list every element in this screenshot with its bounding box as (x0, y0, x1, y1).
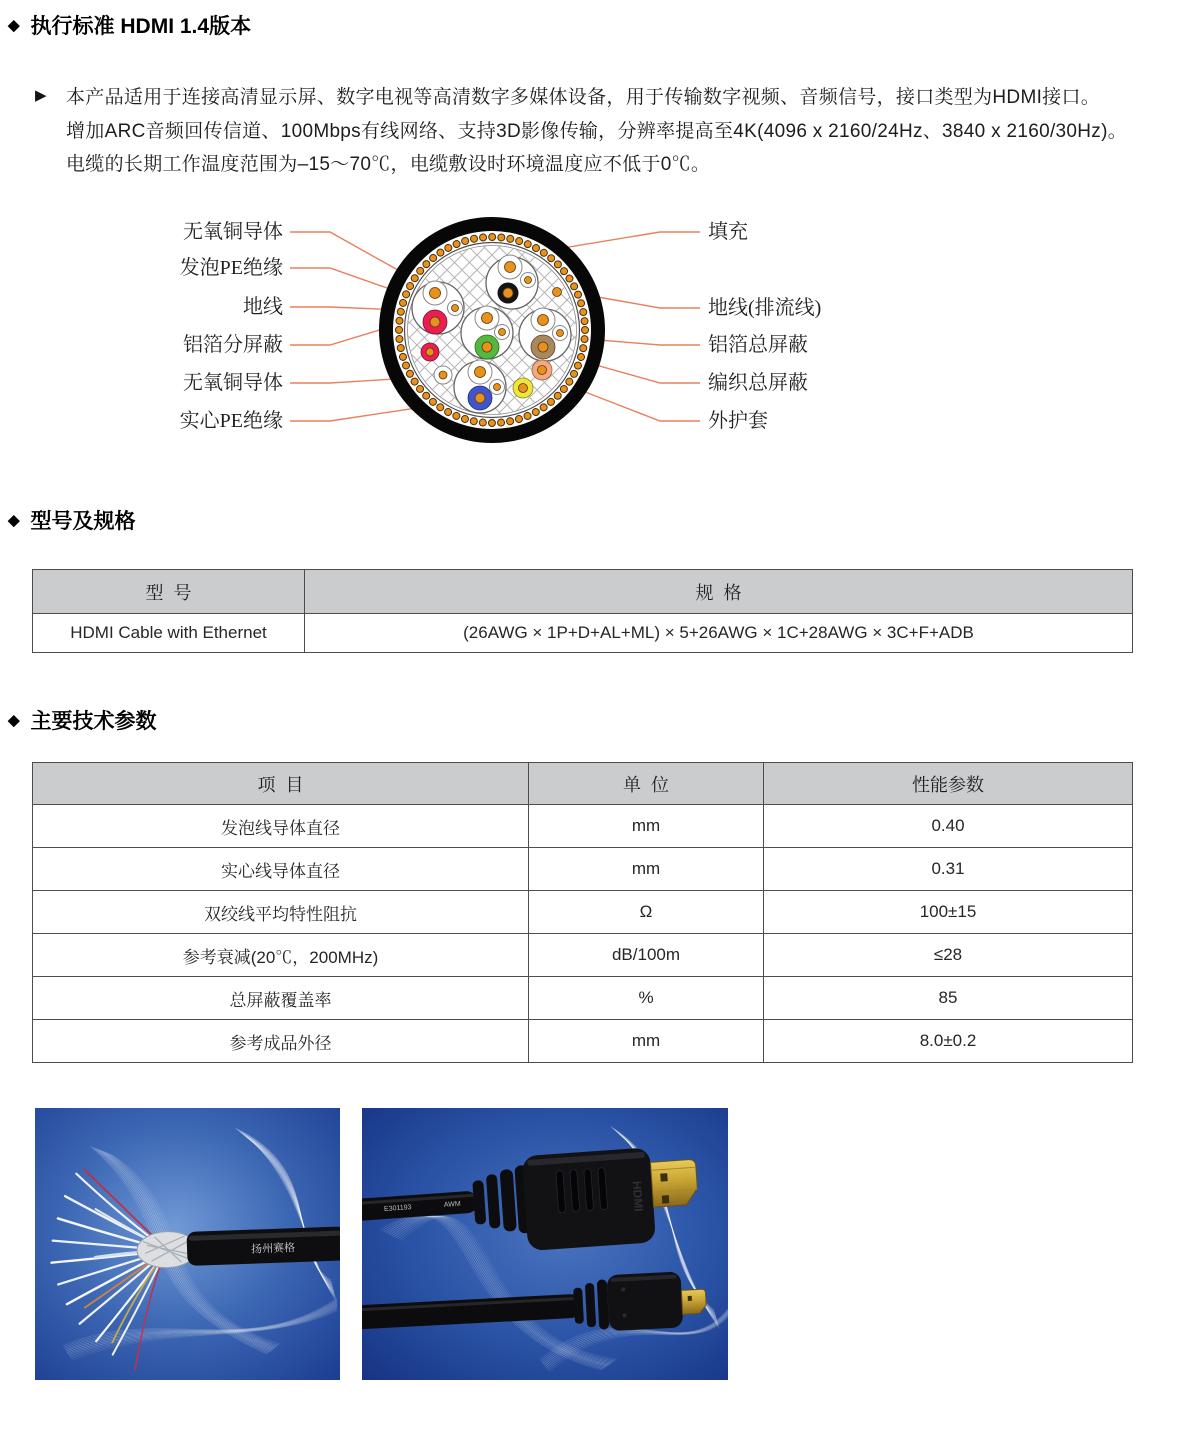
param-unit: mm (529, 805, 764, 848)
param-item: 双绞线平均特性阻抗 (33, 891, 529, 934)
param-item: 发泡线导体直径 (33, 805, 529, 848)
diamond-bullet-icon: ◆ (8, 711, 20, 729)
section-title-standard: 执行标准 HDMI 1.4版本 (30, 15, 252, 38)
list-arrow-icon: ▶ (35, 87, 47, 104)
connector-body (606, 1271, 683, 1331)
section-params-heading (8, 705, 157, 735)
param-unit: % (529, 977, 764, 1020)
section-model-heading (8, 505, 136, 535)
section-standard-heading (8, 10, 251, 40)
diagram-label-right-4: 编织总屏蔽 (708, 372, 808, 394)
connector-body (522, 1147, 656, 1251)
model-table-header-spec: 规 格 (305, 570, 1133, 614)
param-unit: mm (529, 1020, 764, 1063)
diagram-label-left-2: 发泡PE绝缘 (179, 257, 283, 279)
technical-params-table (32, 762, 1133, 1063)
cable-jacket (186, 1226, 340, 1266)
params-header-value: 性能参数 (764, 763, 1133, 805)
param-item: 参考成品外径 (33, 1020, 529, 1063)
section-title-params: 主要技术参数 (30, 710, 157, 733)
diagram-label-left-6: 实心PE绝缘 (179, 410, 283, 432)
model-spec-table (32, 569, 1133, 653)
table-row (33, 1020, 1133, 1063)
table-row (33, 891, 1133, 934)
table-row (33, 805, 1133, 848)
cable-print-text: AWM (443, 1200, 461, 1209)
param-value: 8.0±0.2 (764, 1020, 1133, 1063)
param-unit: Ω (529, 891, 764, 934)
param-item: 实心线导体直径 (33, 848, 529, 891)
intro-paragraph (66, 81, 1127, 182)
section-title-model: 型号及规格 (30, 510, 136, 533)
diagram-label-left-4: 铝箔分屏蔽 (183, 334, 283, 356)
diagram-label-left-1: 无氧铜导体 (183, 221, 283, 243)
diagram-label-right-5: 外护套 (708, 410, 768, 432)
param-value: 100±15 (764, 891, 1133, 934)
model-table-header-type: 型 号 (33, 570, 305, 614)
table-row (33, 934, 1133, 977)
param-value: 0.31 (764, 848, 1133, 891)
model-table-cell-spec: (26AWG × 1P+D+AL+ML) × 5+26AWG × 1C+28AWG × 3C+F+ADB (305, 614, 1133, 653)
param-value: 85 (764, 977, 1133, 1020)
params-header-unit: 单 位 (529, 763, 764, 805)
diagram-label-right-3: 铝箔总屏蔽 (708, 334, 808, 356)
params-header-item: 项 目 (33, 763, 529, 805)
param-unit: dB/100m (529, 934, 764, 977)
model-table-cell-type: HDMI Cable with Ethernet (33, 614, 305, 653)
photo-stripped-cable (35, 1108, 340, 1380)
intro-line-3: 电缆的长期工作温度范围为–15～70℃，电缆敷设时环境温度应不低于0℃。 (66, 154, 711, 175)
drain-wire (553, 288, 562, 297)
table-row (33, 977, 1133, 1020)
table-row (33, 848, 1133, 891)
cable-cross-section (379, 217, 605, 443)
diagram-label-right-2: 地线(排流线) (708, 297, 822, 319)
diagram-label-right-1: 填充 (708, 221, 748, 243)
param-value: ≤28 (764, 934, 1133, 977)
diamond-bullet-icon: ◆ (8, 16, 20, 34)
cable-print-text: E301193 (383, 1204, 412, 1214)
param-value: 0.40 (764, 805, 1133, 848)
intro-line-2: 增加ARC音频回传信道、100Mbps有线网络、支持3D影像传输，分辨率提高至4K(4096 x 2160/24Hz、3840 x 2160/30Hz)。 (66, 120, 1128, 142)
param-item: 总屏蔽覆盖率 (33, 977, 529, 1020)
param-unit: mm (529, 848, 764, 891)
param-item: 参考衰减(20℃，200MHz) (33, 934, 529, 977)
photo-hdmi-connectors (362, 1108, 728, 1380)
jacket-print-text: 扬州赛格 (250, 1242, 296, 1256)
hdmi-emboss-text: HDMI (629, 1180, 646, 1213)
intro-line-1: 本产品适用于连接高清显示屏、数字电视等高清数字多媒体设备，用于传输数字视频、音频信号，接口类型为HDMI接口。 (66, 87, 1101, 108)
diagram-label-left-5: 无氧铜导体 (183, 372, 283, 394)
diamond-bullet-icon: ◆ (8, 511, 20, 529)
diagram-label-left-3: 地线 (243, 296, 283, 318)
